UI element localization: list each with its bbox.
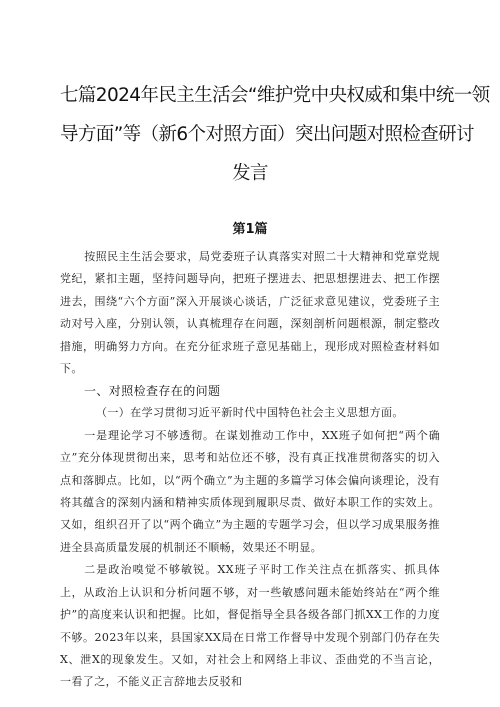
title-line: 发言 (232, 163, 268, 184)
body-paragraph: 一是理论学习不够透彻。在谋划推动工作中，XX班子如何把“两个确立”充分体现贯彻出来，思考和站位还不够，没有真正找准贯彻落实的切入点和落脚点。比如，以“两个确立”为主题的多篇学习体会偏向谈理论，没有将其蕴含的深刻内涵和精神实质体现到履职尽责、做好本职工作的实效上。又如，组织召开了以“两个确立”为主题的专题学习会，但以学习成果服务推进全县高质量发展的机制还不顺畅，效果还不明显。 (60, 428, 440, 554)
title-line: 导方面”等（新6个对照方面）突出问题对照检查研讨 (60, 124, 474, 145)
subsection-heading: （一）在学习贯彻习近平新时代中国特色社会主义思想方面。 (96, 406, 404, 420)
body-paragraph: 二是政治嗅觉不够敏锐。XX班子平时工作关注点在抓落实、抓具体上，从政治上认识和分析问题不够，对一些敏感问题未能始终站在“两个维护”的高度来认识和把握。比如，督促指导全县各级各部门抓XX工作的力度不够。2023年以来，县国家XX局在日常工作督导中发现个别部门仍存在失X、泄X的现象发生。又如，对社会上和网络上非议、歪曲党的不当言论，一看了之，不能义正言辞地去反驳和 (60, 563, 440, 689)
article-label: 第1篇 (232, 222, 268, 237)
document-body (60, 246, 440, 694)
document-title (60, 0, 490, 193)
intro-paragraph: 按照民主生活会要求，局党委班子认真落实对照二十大精神和党章党规党纪，紧扣主题，坚持问题导向，把班子摆进去、把思想摆进去、把工作摆进去，围绕“六个方面”深入开展谈心谈话，广泛征求意见建议，党委班子主动对号入座，分别认领，认真梳理存在问题，深刻剖析问题根源，制定整改措施，明确努力方向。在充分征求班子意见基础上，现形成对照检查材料如下。 (60, 250, 440, 376)
section-heading: 一、对照检查存在的问题 (84, 384, 221, 399)
title-line: 七篇2024年民主生活会“维护党中央权威和集中统一领 (60, 85, 490, 106)
